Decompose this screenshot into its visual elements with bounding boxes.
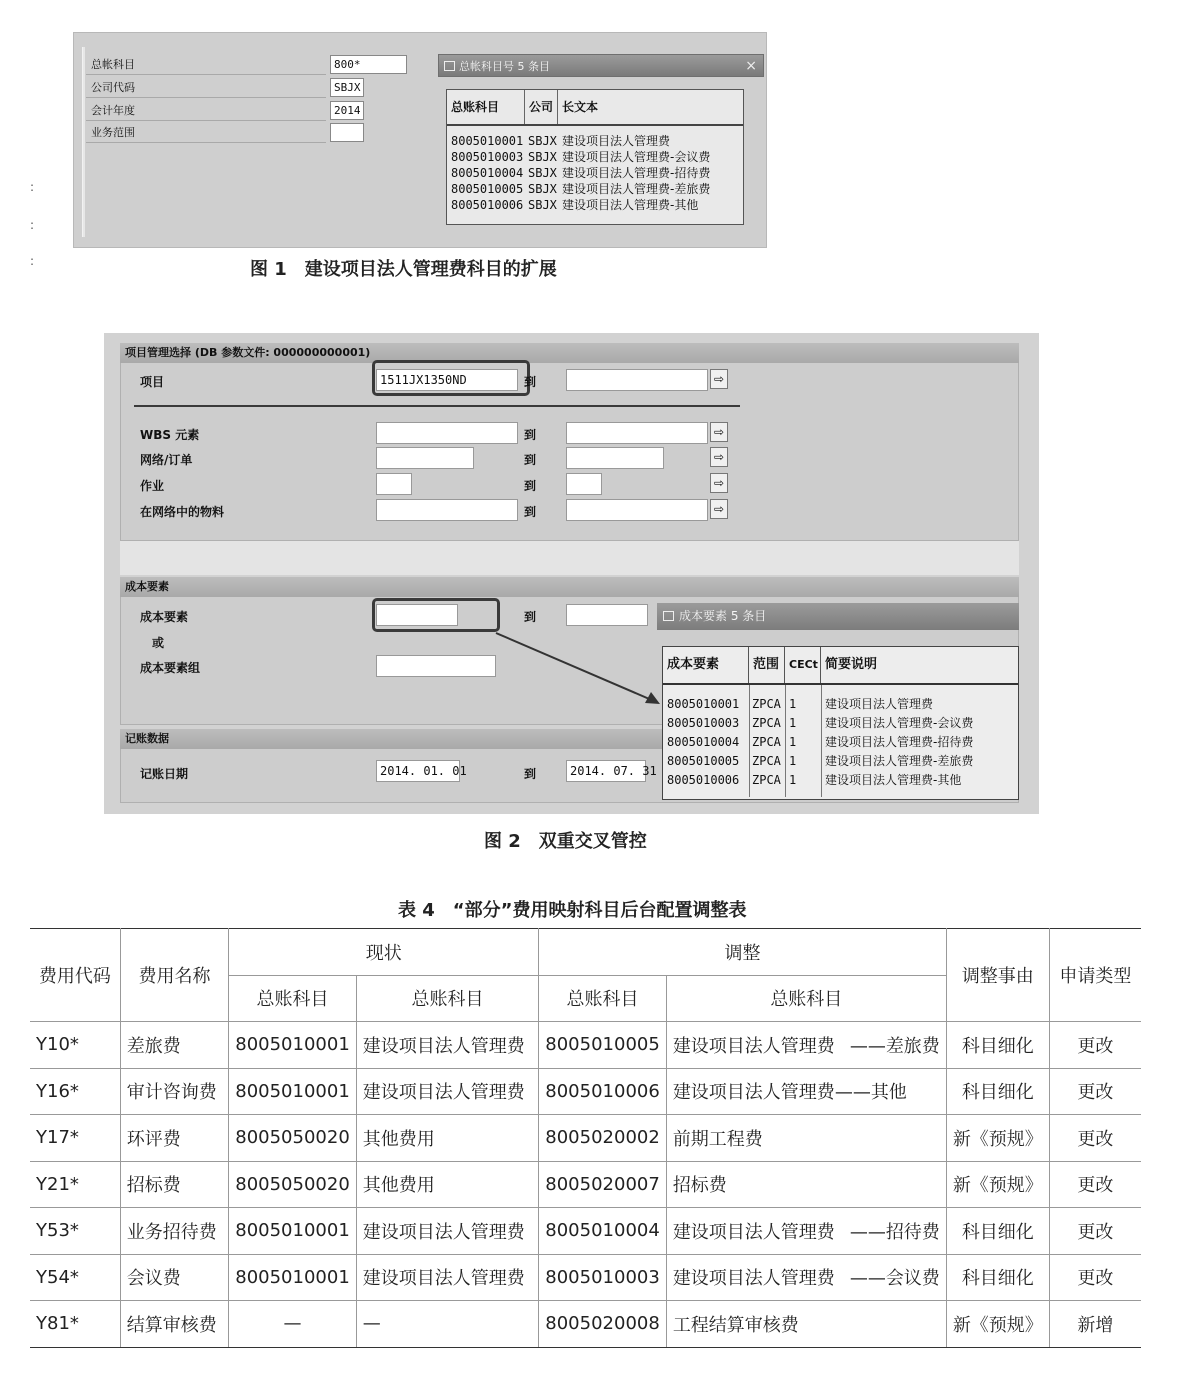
- fee-code-cell: Y54*: [30, 1254, 120, 1301]
- current-account-code-cell: 8005010001: [229, 1208, 357, 1255]
- wbs-element-label: WBS 元素: [140, 428, 200, 442]
- current-account-code-cell: 8005010001: [229, 1254, 357, 1301]
- fee-name-cell: 差旅费: [120, 1022, 228, 1069]
- current-account-name-cell: 其他费用: [356, 1161, 539, 1208]
- figure2-screenshot: [104, 333, 1039, 814]
- cost-element-popup-title: 成本要素 5 条目: [679, 609, 767, 623]
- adjusted-account-name-cell: [666, 1115, 946, 1162]
- table-row: [30, 1208, 1141, 1255]
- account-name-main: 工程结算审核费: [672, 1314, 799, 1336]
- company-code-input[interactable]: SBJX: [330, 78, 364, 97]
- fee-code-cell: Y10*: [30, 1022, 120, 1069]
- area-column: [752, 695, 781, 790]
- network-order-label: 网络/订单: [140, 453, 193, 467]
- table4-title: 表 4 “部分”费用映射科目后台配置调整表: [398, 900, 747, 921]
- table-row: [30, 1161, 1141, 1208]
- column-header-fee-code: 费用代码: [30, 929, 120, 1022]
- cect-column: [789, 695, 796, 790]
- header-separator: [663, 683, 1018, 685]
- account-name-main: 建设项目法人管理费: [672, 1035, 835, 1057]
- list-item[interactable]: 8005010001: [451, 134, 524, 148]
- column-header-current-account-name: 总账科目: [356, 975, 539, 1022]
- account-name-main: 招标费: [672, 1175, 727, 1197]
- company-column: [528, 133, 557, 213]
- column-header-adjusted-account-code: 总账科目: [539, 975, 667, 1022]
- current-account-name-cell: 其他费用: [356, 1115, 539, 1162]
- adjusted-account-code-cell: 8005010006: [539, 1068, 667, 1115]
- account-name-suffix: ——其他: [834, 1082, 907, 1104]
- reason-cell: 新《预规》: [946, 1161, 1049, 1208]
- request-type-cell: 更改: [1049, 1068, 1141, 1115]
- cost-element-label: 成本要素: [140, 610, 189, 624]
- column-header-area[interactable]: 范围: [749, 647, 785, 683]
- column-group-adjustment: 调整: [539, 929, 947, 976]
- column-header-cost-element[interactable]: 成本要素: [663, 647, 749, 683]
- list-item[interactable]: ZPCA: [752, 716, 781, 730]
- list-item[interactable]: 1: [789, 716, 797, 730]
- request-type-cell: 更改: [1049, 1161, 1141, 1208]
- description-column: [825, 695, 973, 790]
- field-label-company-code: 公司代码: [86, 78, 326, 98]
- adjusted-account-code-cell: 8005010003: [539, 1254, 667, 1301]
- list-item[interactable]: 8005010005: [667, 754, 740, 768]
- project-input[interactable]: 1511JX1350ND: [376, 369, 518, 391]
- list-item[interactable]: 建设项目法人管理费-差旅费: [562, 182, 711, 196]
- request-type-cell: 新增: [1049, 1301, 1141, 1348]
- posting-date-to-input[interactable]: 2014. 07. 31: [566, 760, 646, 782]
- current-account-code-cell: 8005050020: [229, 1115, 357, 1162]
- list-item[interactable]: 建设项目法人管理费-差旅费: [825, 754, 974, 768]
- column-divider: [749, 685, 750, 797]
- adjusted-account-code-cell: 8005020007: [539, 1161, 667, 1208]
- fee-code-cell: Y81*: [30, 1301, 120, 1348]
- header-separator: [447, 124, 743, 126]
- figure1-divider: [82, 47, 85, 237]
- current-account-code-cell: —: [229, 1301, 357, 1348]
- account-name-main: 建设项目法人管理费: [672, 1082, 835, 1104]
- adjusted-account-code-cell: 8005010004: [539, 1208, 667, 1255]
- to-label: 到: [524, 767, 537, 781]
- account-name-main: 建设项目法人管理费: [672, 1268, 835, 1290]
- cost-element-header: 成本要素: [120, 577, 1019, 597]
- adjusted-account-name-cell: [666, 1022, 946, 1069]
- list-item[interactable]: 8005010006: [667, 773, 740, 787]
- field-label-business-area: 业务范围: [86, 123, 326, 143]
- fee-name-cell: 环评费: [120, 1115, 228, 1162]
- adjusted-account-code-cell: 8005020008: [539, 1301, 667, 1348]
- popup-window-icon: [663, 611, 674, 621]
- cost-element-popup-table: [662, 646, 1019, 800]
- table-row: [30, 1301, 1141, 1348]
- table-row: [30, 1068, 1141, 1115]
- fiscal-year-input[interactable]: 2014: [330, 101, 364, 120]
- column-header-current-account-code: 总账科目: [229, 975, 357, 1022]
- field-label-fiscal-year: 会计年度: [86, 101, 326, 121]
- to-label: 到: [524, 479, 537, 493]
- current-account-name-cell: 建设项目法人管理费: [356, 1022, 539, 1069]
- adjusted-account-name-cell: [666, 1068, 946, 1115]
- column-header-cect[interactable]: CECt: [785, 647, 821, 683]
- list-item[interactable]: 8005010005: [451, 182, 524, 196]
- current-account-code-cell: 8005050020: [229, 1161, 357, 1208]
- activity-label: 作业: [140, 479, 165, 493]
- list-item[interactable]: SBJX: [528, 198, 557, 212]
- list-item[interactable]: 8005010006: [451, 198, 524, 212]
- long-text-column: [562, 133, 710, 213]
- posting-date-from-input[interactable]: 2014. 01. 01: [376, 760, 460, 782]
- margin-mark: :: [30, 180, 35, 194]
- business-area-input[interactable]: [330, 123, 364, 142]
- list-item[interactable]: SBJX: [528, 150, 557, 164]
- column-header-company[interactable]: 公司: [525, 90, 558, 124]
- mapping-adjustment-table: [30, 928, 1141, 1348]
- column-header-long-text[interactable]: 长文本: [562, 100, 599, 114]
- column-header-adjusted-account-name: 总账科目: [666, 975, 946, 1022]
- request-type-cell: 更改: [1049, 1022, 1141, 1069]
- list-item[interactable]: 建设项目法人管理费-其他: [825, 773, 962, 787]
- column-header-short-description[interactable]: 简要说明: [825, 657, 878, 672]
- table-row: [30, 1254, 1141, 1301]
- margin-mark: :: [30, 218, 35, 232]
- adjusted-account-code-cell: 8005020002: [539, 1115, 667, 1162]
- adjusted-account-name-cell: [666, 1208, 946, 1255]
- list-item[interactable]: ZPCA: [752, 773, 781, 787]
- reason-cell: 科目细化: [946, 1022, 1049, 1069]
- list-item[interactable]: 建设项目法人管理费: [825, 697, 934, 711]
- fee-code-cell: Y17*: [30, 1115, 120, 1162]
- request-type-cell: 更改: [1049, 1254, 1141, 1301]
- reason-cell: 科目细化: [946, 1068, 1049, 1115]
- reason-cell: 科目细化: [946, 1208, 1049, 1255]
- gl-popup-titlebar: [438, 54, 764, 77]
- list-item[interactable]: 1: [789, 773, 797, 787]
- current-account-code-cell: 8005010001: [229, 1068, 357, 1115]
- list-item[interactable]: 1: [789, 735, 797, 749]
- cost-element-column: [667, 695, 739, 790]
- cost-element-popup-titlebar: [657, 603, 1019, 630]
- close-icon[interactable]: ×: [745, 58, 757, 74]
- adjusted-account-name-cell: [666, 1161, 946, 1208]
- list-item[interactable]: SBJX: [528, 166, 557, 180]
- gl-popup-table: [446, 89, 744, 225]
- cost-element-group-label: 成本要素组: [140, 661, 201, 675]
- reason-cell: 新《预规》: [946, 1301, 1049, 1348]
- current-account-code-cell: 8005010001: [229, 1022, 357, 1069]
- account-name-main: 前期工程费: [672, 1128, 763, 1150]
- posting-data-header: 记账数据: [120, 729, 1019, 749]
- field-label-gl-account: 总帐科目: [86, 55, 326, 75]
- fee-name-cell: 会议费: [120, 1254, 228, 1301]
- account-name-suffix: ——会议费: [849, 1268, 940, 1290]
- multiple-selection-arrow-icon[interactable]: ⇨: [710, 499, 728, 519]
- current-account-name-cell: 建设项目法人管理费: [356, 1254, 539, 1301]
- column-header-reason: 调整事由: [946, 929, 1049, 1022]
- column-header-fee-name: 费用名称: [120, 929, 228, 1022]
- account-name-main: 建设项目法人管理费: [672, 1221, 835, 1243]
- column-divider: [821, 685, 822, 797]
- figure1-caption: 图 1 建设项目法人管理费科目的扩展: [250, 259, 557, 280]
- account-name-suffix: ——招待费: [849, 1221, 940, 1243]
- or-label: 或: [152, 636, 165, 650]
- adjusted-account-code-cell: 8005010005: [539, 1022, 667, 1069]
- list-item[interactable]: 建设项目法人管理费-招待费: [562, 166, 711, 180]
- column-header-request-type: 申请类型: [1049, 929, 1141, 1022]
- column-header-gl-account[interactable]: 总账科目: [447, 90, 525, 124]
- list-item[interactable]: 8005010004: [667, 735, 740, 749]
- project-label: 项目: [140, 375, 165, 389]
- gl-popup-title: 总帐科目号 5 条目: [459, 60, 550, 73]
- list-item[interactable]: 8005010004: [451, 166, 524, 180]
- request-type-cell: 更改: [1049, 1115, 1141, 1162]
- popup-window-icon: [444, 61, 455, 71]
- column-group-current: 现状: [229, 929, 539, 976]
- list-item[interactable]: ZPCA: [752, 697, 781, 711]
- list-item[interactable]: 1: [789, 697, 797, 711]
- reason-cell: 新《预规》: [946, 1115, 1049, 1162]
- reason-cell: 科目细化: [946, 1254, 1049, 1301]
- material-in-network-label: 在网络中的物料: [140, 505, 225, 519]
- list-item[interactable]: ZPCA: [752, 754, 781, 768]
- current-account-name-cell: 建设项目法人管理费: [356, 1068, 539, 1115]
- current-account-name-cell: —: [356, 1301, 539, 1348]
- multiple-selection-arrow-icon[interactable]: ⇨: [710, 422, 728, 442]
- adjusted-account-name-cell: [666, 1254, 946, 1301]
- gl-account-column: [451, 133, 523, 213]
- fee-name-cell: 业务招待费: [120, 1208, 228, 1255]
- margin-mark: :: [30, 254, 35, 268]
- list-item[interactable]: 8005010003: [667, 716, 740, 730]
- multiple-selection-arrow-icon[interactable]: ⇨: [710, 473, 728, 493]
- fee-name-cell: 结算审核费: [120, 1301, 228, 1348]
- multiple-selection-arrow-icon[interactable]: ⇨: [710, 447, 728, 467]
- column-divider: [785, 685, 786, 797]
- table-row: [30, 1115, 1141, 1162]
- list-item[interactable]: 8005010003: [451, 150, 524, 164]
- list-item[interactable]: SBJX: [528, 134, 557, 148]
- list-item[interactable]: ZPCA: [752, 735, 781, 749]
- list-item[interactable]: 8005010001: [667, 697, 740, 711]
- to-label: 到: [524, 505, 537, 519]
- multiple-selection-arrow-icon[interactable]: ⇨: [710, 369, 728, 389]
- list-item[interactable]: SBJX: [528, 182, 557, 196]
- account-name-suffix: ——差旅费: [849, 1035, 940, 1057]
- to-label: 到: [524, 453, 537, 467]
- fee-code-cell: Y21*: [30, 1161, 120, 1208]
- request-type-cell: 更改: [1049, 1208, 1141, 1255]
- to-label: 到: [524, 610, 537, 624]
- fee-code-cell: Y16*: [30, 1068, 120, 1115]
- fee-name-cell: 审计咨询费: [120, 1068, 228, 1115]
- figure1-screenshot: [73, 32, 767, 248]
- posting-date-label: 记账日期: [140, 767, 189, 781]
- list-item[interactable]: 建设项目法人管理费-招待费: [825, 735, 974, 749]
- list-item[interactable]: 建设项目法人管理费-会议费: [825, 716, 974, 730]
- current-account-name-cell: 建设项目法人管理费: [356, 1208, 539, 1255]
- figure2-caption: 图 2 双重交叉管控: [484, 831, 647, 852]
- adjusted-account-name-cell: [666, 1301, 946, 1348]
- gl-account-input[interactable]: 800*: [330, 55, 407, 74]
- list-item[interactable]: 建设项目法人管理费: [562, 134, 671, 148]
- list-item[interactable]: 1: [789, 754, 797, 768]
- fee-code-cell: Y53*: [30, 1208, 120, 1255]
- project-selection-header: 项目管理选择 (DB 参数文件: 000000000001): [120, 343, 1019, 363]
- table-row: [30, 1022, 1141, 1069]
- fee-name-cell: 招标费: [120, 1161, 228, 1208]
- to-label: 到: [524, 428, 537, 442]
- list-item[interactable]: 建设项目法人管理费-其他: [562, 198, 699, 212]
- to-label: 到: [524, 375, 537, 389]
- list-item[interactable]: 建设项目法人管理费-会议费: [562, 150, 711, 164]
